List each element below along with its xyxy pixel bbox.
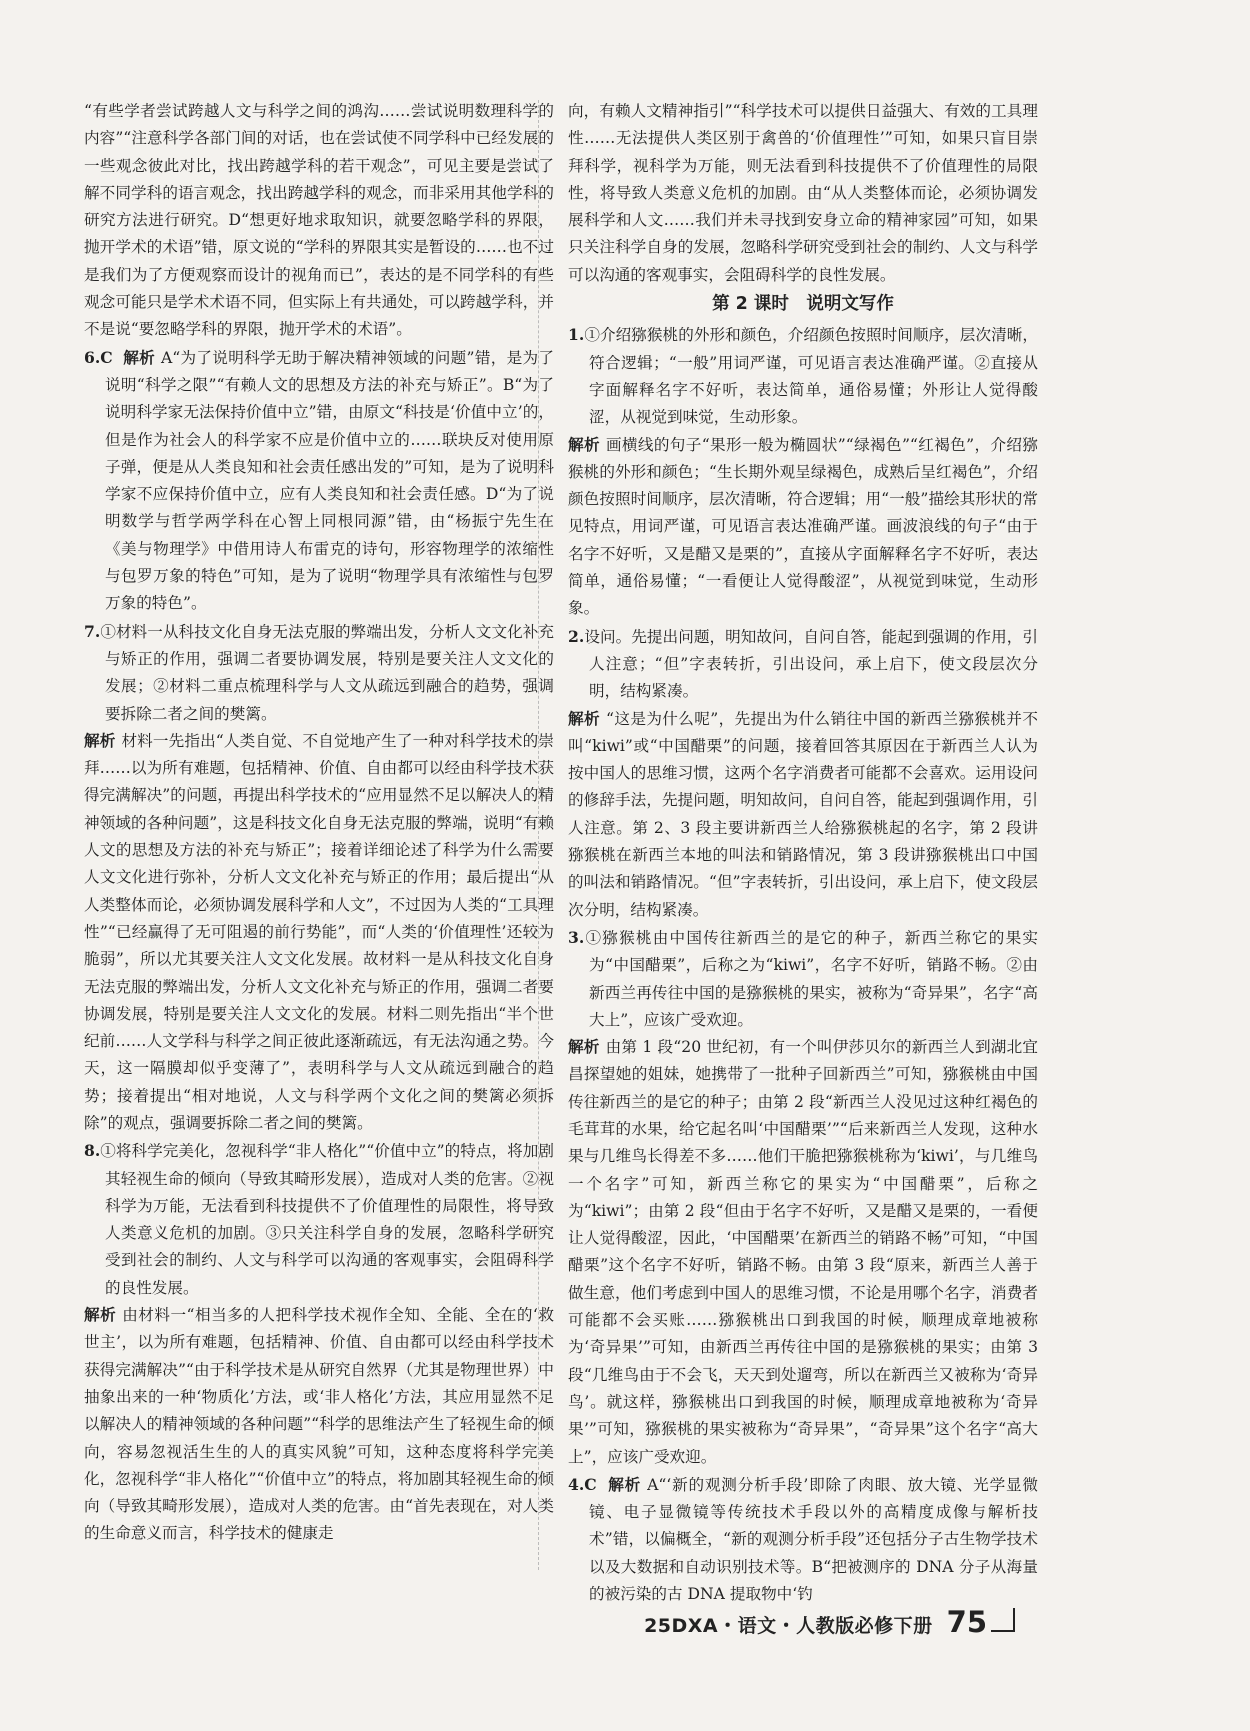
analysis-2 <box>568 706 1038 924</box>
answer-7 <box>84 618 554 728</box>
answer-1 <box>568 321 1038 431</box>
analysis-label: 解析 <box>568 1038 600 1057</box>
answer-8 <box>84 1137 554 1302</box>
analysis-text: 画横线的句子“果形一般为椭圆状”“绿褐色”“红褐色”，介绍猕猴桃的外形和颜色；“生长期外观呈绿褐色，成熟后呈红褐色”，介绍颜色按照时间顺序，层次清晰，符合逻辑；用“一般”描绘其形状的常见特点，用词严谨，可见语言表达准确严谨。画波浪线的句子“由于名字不好听，又是醋又是栗的”，直接从字面解释名字不好听，表达简单，通俗易懂；“一看便让人觉得酸涩”，从视觉到味觉，生动形象。 <box>568 435 1038 618</box>
right-column <box>568 98 1038 1608</box>
analysis-text: “这是为什么呢”，先提出为什么销往中国的新西兰猕猴桃并不叫“kiwi”或“中国醋栗”的问题，接着回答其原因在于新西兰人认为按中国人的思维习惯，这两个名字消费者可能都不会喜欢。运用设问的修辞手法，先提问题，明知故问，自问自答，能起到强调作用，引人注意。第 2、3 段主要讲新西兰人给猕猴桃起的名字，第 2 段讲猕猴桃在新西兰本地的叫法和销路情况，第 3 段讲猕猴桃出口中国的叫法和销路情况。“但”字表转折，引出设问，承上启下，使文段层次分明，结构紧凑。 <box>568 709 1038 919</box>
analysis-label: 解析 <box>84 731 116 750</box>
analysis-label: 解析 <box>568 435 600 454</box>
analysis-label: 解析 <box>84 1306 117 1325</box>
corner-mark-icon <box>991 1608 1015 1632</box>
analysis-text: 由第 1 段“20 世纪初，有一个叫伊莎贝尔的新西兰人到湖北宜昌探望她的姐妹，她携带了一批种子回新西兰”可知，猕猴桃由中国传往新西兰的是它的种子；由第 2 段“新西兰人没见过这种红褐色的毛茸茸的水果，给它起名叫‘中国醋栗’”“后来新西兰人发现，这种水果与几维鸟长得差不多……他们干脆把猕猴桃称为‘kiwi’，与几维鸟一个名字”可知，新西兰称它的果实为“中国醋栗”，后称之为“kiwi”；由第 2 段“但由于名字不好听，又是醋又是栗的，一看便让人觉得酸涩，因此，‘中国醋栗’在新西兰的销路不畅”可知，“中国醋栗”这个名字不好听，销路不畅。由第 3 段“原来，新西兰人善于做生意，他们考虑到中国人的思维习惯，不论是用哪个名字，消费者可能都不会买账……猕猴桃出口到我国的时候，顺理成章地被称为‘奇异果’”可知，由新西兰再传往中国的是猕猴桃的果实；由第 3 段“几维鸟由于不会飞，天天到处遛弯，所以在新西兰又被称为‘奇异鸟’。就这样，猕猴桃出口到我国的时候，顺理成章地被称为‘奇异果’”可知，猕猴桃的果实被称为“奇异果”，“奇异果”这个名字“高大上”，应该广受欢迎。 <box>568 1038 1038 1466</box>
continued-analysis: “有些学者尝试跨越人文与科学之间的鸿沟……尝试说明数理科学的内容”“注意科学各部门间的对话，也在尝试使不同学科中已经发展的一些观念彼此对比，找出跨越学科的若干观念”，可见主要是尝试了解不同学科的语言观念，找出跨越学科的观念，而非采用其他学科的研究方法进行研究。D“想更好地求取知识，就要忽略学科的界限，抛开学术的术语”错，原文说的“学科的界限其实是暂设的……也不过是我们为了方便观察而设计的视角而已”，表达的是不同学科的有些观念可能只是学术术语不同，但实际上有共通处，可以跨越学科，并不是说“要忽略学科的界限，抛开学术的术语”。 <box>84 102 554 339</box>
question-number: 8. <box>84 1141 101 1161</box>
analysis-3 <box>568 1034 1038 1471</box>
answer-text: ①将科学完美化，忽视科学“非人格化”“价值中立”的特点，将加剧其轻视生命的倾向（导致其畸形发展），造成对人类的危害。②视科学为万能，无法看到科技提供不了价值理性的局限性，将导致人类意义危机的加剧。③只关注科学自身的发展，忽略科学研究受到社会的制约、人文与科学可以沟通的客观事实，会阻碍科学的良性发展。 <box>100 1142 554 1297</box>
page-number: 75 <box>946 1605 987 1639</box>
answer-2 <box>568 623 1038 706</box>
analysis-label: 解析 <box>123 348 155 367</box>
analysis-label: 解析 <box>608 1475 642 1494</box>
answer-text: 设问。先提出问题，明知故问，自问自答，能起到强调的作用，引人注意；“但”字表转折，引出设问，承上启下，使文段层次分明，结构紧凑。 <box>584 627 1038 701</box>
answer-text: ①介绍猕猴桃的外形和颜色，介绍颜色按照时间顺序，层次清晰，符合逻辑；“一般”用词严谨，可见语言表达准确严谨。②直接从字面解释名字不好听，表达简单，通俗易懂；外形让人觉得酸涩，从视觉到味觉，生动形象。 <box>584 326 1038 427</box>
answer-3 <box>568 924 1038 1034</box>
question-number: 7. <box>84 621 101 641</box>
question-number: 3. <box>568 927 585 947</box>
continued-analysis: 向，有赖人文精神指引”“科学技术可以提供日益强大、有效的工具理性……无法提供人类区别于禽兽的‘价值理性’”可知，如果只盲目崇拜科学，视科学为万能，则无法看到科技提供不了价值理性的局限性，将导致人类意义危机的加剧。由“从人类整体而论，必须协调发展科学和人文……我们并未寻找到安身立命的精神家园”可知，如果只关注科学自身的发展，忽略科学研究受到社会的制约、人文与科学可以沟通的客观事实，会阻碍科学的良性发展。 <box>568 102 1038 284</box>
left-column <box>84 98 554 1548</box>
page-footer <box>644 1605 1015 1639</box>
analysis-7 <box>84 728 554 1137</box>
book-title: 25DXA・语文・人教版必修下册 <box>644 1615 933 1637</box>
analysis-1 <box>568 432 1038 623</box>
question-number: 4.C <box>568 1474 597 1494</box>
analysis-label: 解析 <box>568 709 600 728</box>
section-title: 第 2 课时 说明文写作 <box>712 294 894 315</box>
answer-6 <box>84 344 554 618</box>
analysis-text: A“为了说明科学无助于解决精神领域的问题”错，是为了说明“科学之限”“有赖人文的思想及方法的补充与矫正”。B“为了说明科学家无法保持价值中立”错，由原文“科技是‘价值中立’的，但是作为社会人的科学家不应是价值中立的……联块反对使用原子弹，便是从人类良知和社会责任感出发的”可知，是为了说明科学家不应保持价值中立，应有人类良知和社会责任感。D“为了说明数学与哲学两学科在心智上同根同源”错，由“杨振宁先生在《美与物理学》中借用诗人布雷克的诗句，形容物理学的浓缩性与包罗万象的特色”可知，是为了说明“物理学具有浓缩性与包罗万象的特色”。 <box>105 348 554 613</box>
answer-text: ①猕猴桃由中国传往新西兰的是它的种子，新西兰称它的果实为“中国醋栗”，后称之为“kiwi”，名字不好听，销路不畅。②由新西兰再传往中国的是猕猴桃的果实，被称为“奇异果”，名字“高大上”，应该广受欢迎。 <box>584 928 1038 1029</box>
column-divider <box>538 100 539 1570</box>
analysis-text: A“‘新的观测分析手段’即除了肉眼、放大镜、光学显微镜、电子显微镜等传统技术手段以外的高精度成像与解析技术”错，以偏概全，“新的观测分析手段”还包括分子古生物学技术以及大数据和自动识别技术等。B“把被测序的 DNA 分子从海量的被污染的古 DNA 提取物中‘钓 <box>589 1475 1038 1604</box>
analysis-text: 由材料一“相当多的人把科学技术视作全知、全能、全在的‘救世主’，以为所有难题，包括精神、价值、自由都可以经由科学技术获得完满解决”“由于科学技术是从研究自然界（尤其是物理世界）中抽象出来的一种‘物质化’方法，或‘非人格化’方法，其应用显然不足以解决人的精神领域的各种问题”“科学的思维法产生了轻视生命的倾向，容易忽视活生生的人的真实风貌”可知，这种态度将科学完美化，忽视科学“非人格化”“价值中立”的特点，将加剧其轻视生命的倾向（导致其畸形发展），造成对人类的危害。由“首先表现在，对人类的生命意义而言，科学技术的健康走 <box>84 1306 554 1543</box>
answer-4 <box>568 1471 1038 1608</box>
question-number: 6.C <box>84 347 113 367</box>
question-number: 2. <box>568 626 585 646</box>
analysis-8 <box>84 1302 554 1548</box>
question-number: 1. <box>568 325 585 345</box>
analysis-text: 材料一先指出“人类自觉、不自觉地产生了一种对科学技术的崇拜……以为所有难题，包括精神、价值、自由都可以经由科学技术获得完满解决”的问题，再提出科学技术的“应用显然不足以解决人的精神领域的各种问题”，这是科技文化自身无法克服的弊端，说明“有赖人文的思想及方法的补充与矫正”；接着详细论述了科学为什么需要人文文化进行弥补，分析人文文化补充与矫正的作用；最后提出“从人类整体而论，必须协调发展科学和人文”，不过因为人类的“工具理性”“已经赢得了无可阻遏的前行势能”，而“人类的‘价值理性’还较为脆弱”，所以尤其要关注人文文化发展。故材料一是从科技文化自身无法克服的弊端出发，分析人文文化补充与矫正的作用，强调二者要协调发展，特别是要关注人文文化的发展。材料二则先指出“半个世纪前……人文学科与科学之间正彼此逐渐疏远，有无法沟通之势。今天，这一隔膜却似乎变薄了”，表明科学与人文从疏远到融合的趋势；接着提出“相对地说，人文与科学两个文化之间的樊篱必须拆除”的观点，强调要拆除二者之间的樊篱。 <box>84 731 554 1132</box>
answer-text: ①材料一从科技文化自身无法克服的弊端出发，分析人文文化补充与矫正的作用，强调二者要协调发展，特别是要关注人文文化的发展；②材料二重点梳理科学与人文从疏远到融合的趋势，强调要拆除二者之间的樊篱。 <box>100 622 554 723</box>
